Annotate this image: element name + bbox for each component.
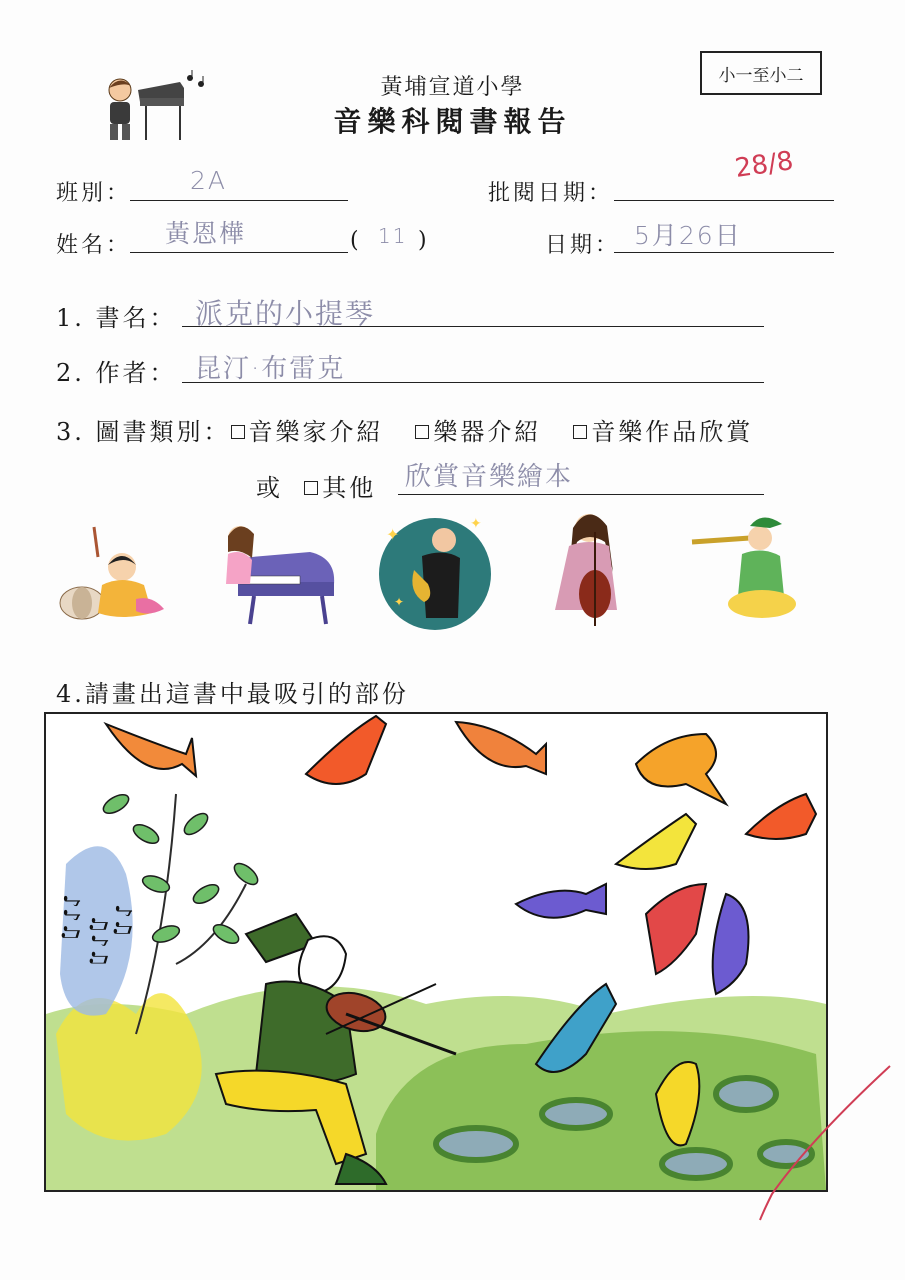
q3-option-musician: 音樂家介紹	[248, 418, 384, 446]
q3-label: 3. 圖書類別：	[56, 418, 231, 446]
q3-other-label: 其他	[322, 474, 377, 502]
name-value: 黃恩樺	[165, 219, 247, 248]
q1-label: 1. 書名：	[56, 304, 177, 332]
number-open: (	[350, 228, 362, 253]
q2-value: 昆汀·布雷克	[195, 354, 346, 384]
q3-option-works: 音樂作品欣賞	[591, 418, 754, 446]
pianist-clipart	[210, 518, 338, 630]
flute-player-clipart	[690, 508, 802, 628]
drummer-clipart	[52, 525, 170, 625]
date-value: 5月26日	[634, 221, 742, 250]
svg-text:♪♫: ♪♫	[110, 904, 135, 938]
svg-text:✦: ✦	[394, 595, 405, 609]
red-check-mark	[740, 1060, 900, 1230]
grade-box: 小一至小二	[700, 51, 822, 95]
review-mark: 28/8	[733, 146, 796, 184]
checkbox-works[interactable]	[573, 425, 587, 439]
svg-text:✦: ✦	[386, 525, 400, 544]
number-close: )	[418, 228, 430, 253]
drawing-frame	[44, 712, 828, 1192]
q2-label: 2. 作者：	[56, 359, 177, 387]
checkbox-other[interactable]	[304, 481, 318, 495]
q3-or: 或	[256, 474, 283, 502]
name-label: 姓名：	[56, 233, 132, 258]
class-line	[130, 170, 348, 201]
q3-row	[56, 412, 753, 447]
svg-text:✦: ✦	[470, 516, 482, 532]
class-label: 班別：	[56, 181, 132, 206]
class-value: 2A	[190, 166, 228, 195]
school-name: 黃埔宣道小學	[380, 75, 525, 100]
q4-label: 4.請畫出這書中最吸引的部份	[56, 680, 409, 708]
checkbox-musician[interactable]	[231, 425, 245, 439]
cellist-clipart	[543, 502, 635, 630]
review-date-label: 批閱日期：	[488, 181, 614, 206]
svg-text:♫♪♫: ♫♪♫	[86, 914, 111, 968]
saxophonist-clipart	[374, 510, 496, 632]
child-drawing	[46, 714, 826, 1190]
q3-other-value: 欣賞音樂繪本	[405, 462, 574, 492]
svg-text:♪♪♫: ♪♪♫	[58, 894, 83, 942]
q3-other-row	[256, 468, 376, 503]
q1-value: 派克的小提琴	[195, 297, 376, 330]
report-title: 音樂科閱書報告	[333, 105, 572, 138]
date-label: 日期：	[545, 233, 621, 258]
checkbox-instrument[interactable]	[415, 425, 429, 439]
q3-option-instrument: 樂器介紹	[433, 418, 542, 446]
review-date-line	[614, 170, 834, 201]
number-value: 11	[378, 224, 408, 248]
